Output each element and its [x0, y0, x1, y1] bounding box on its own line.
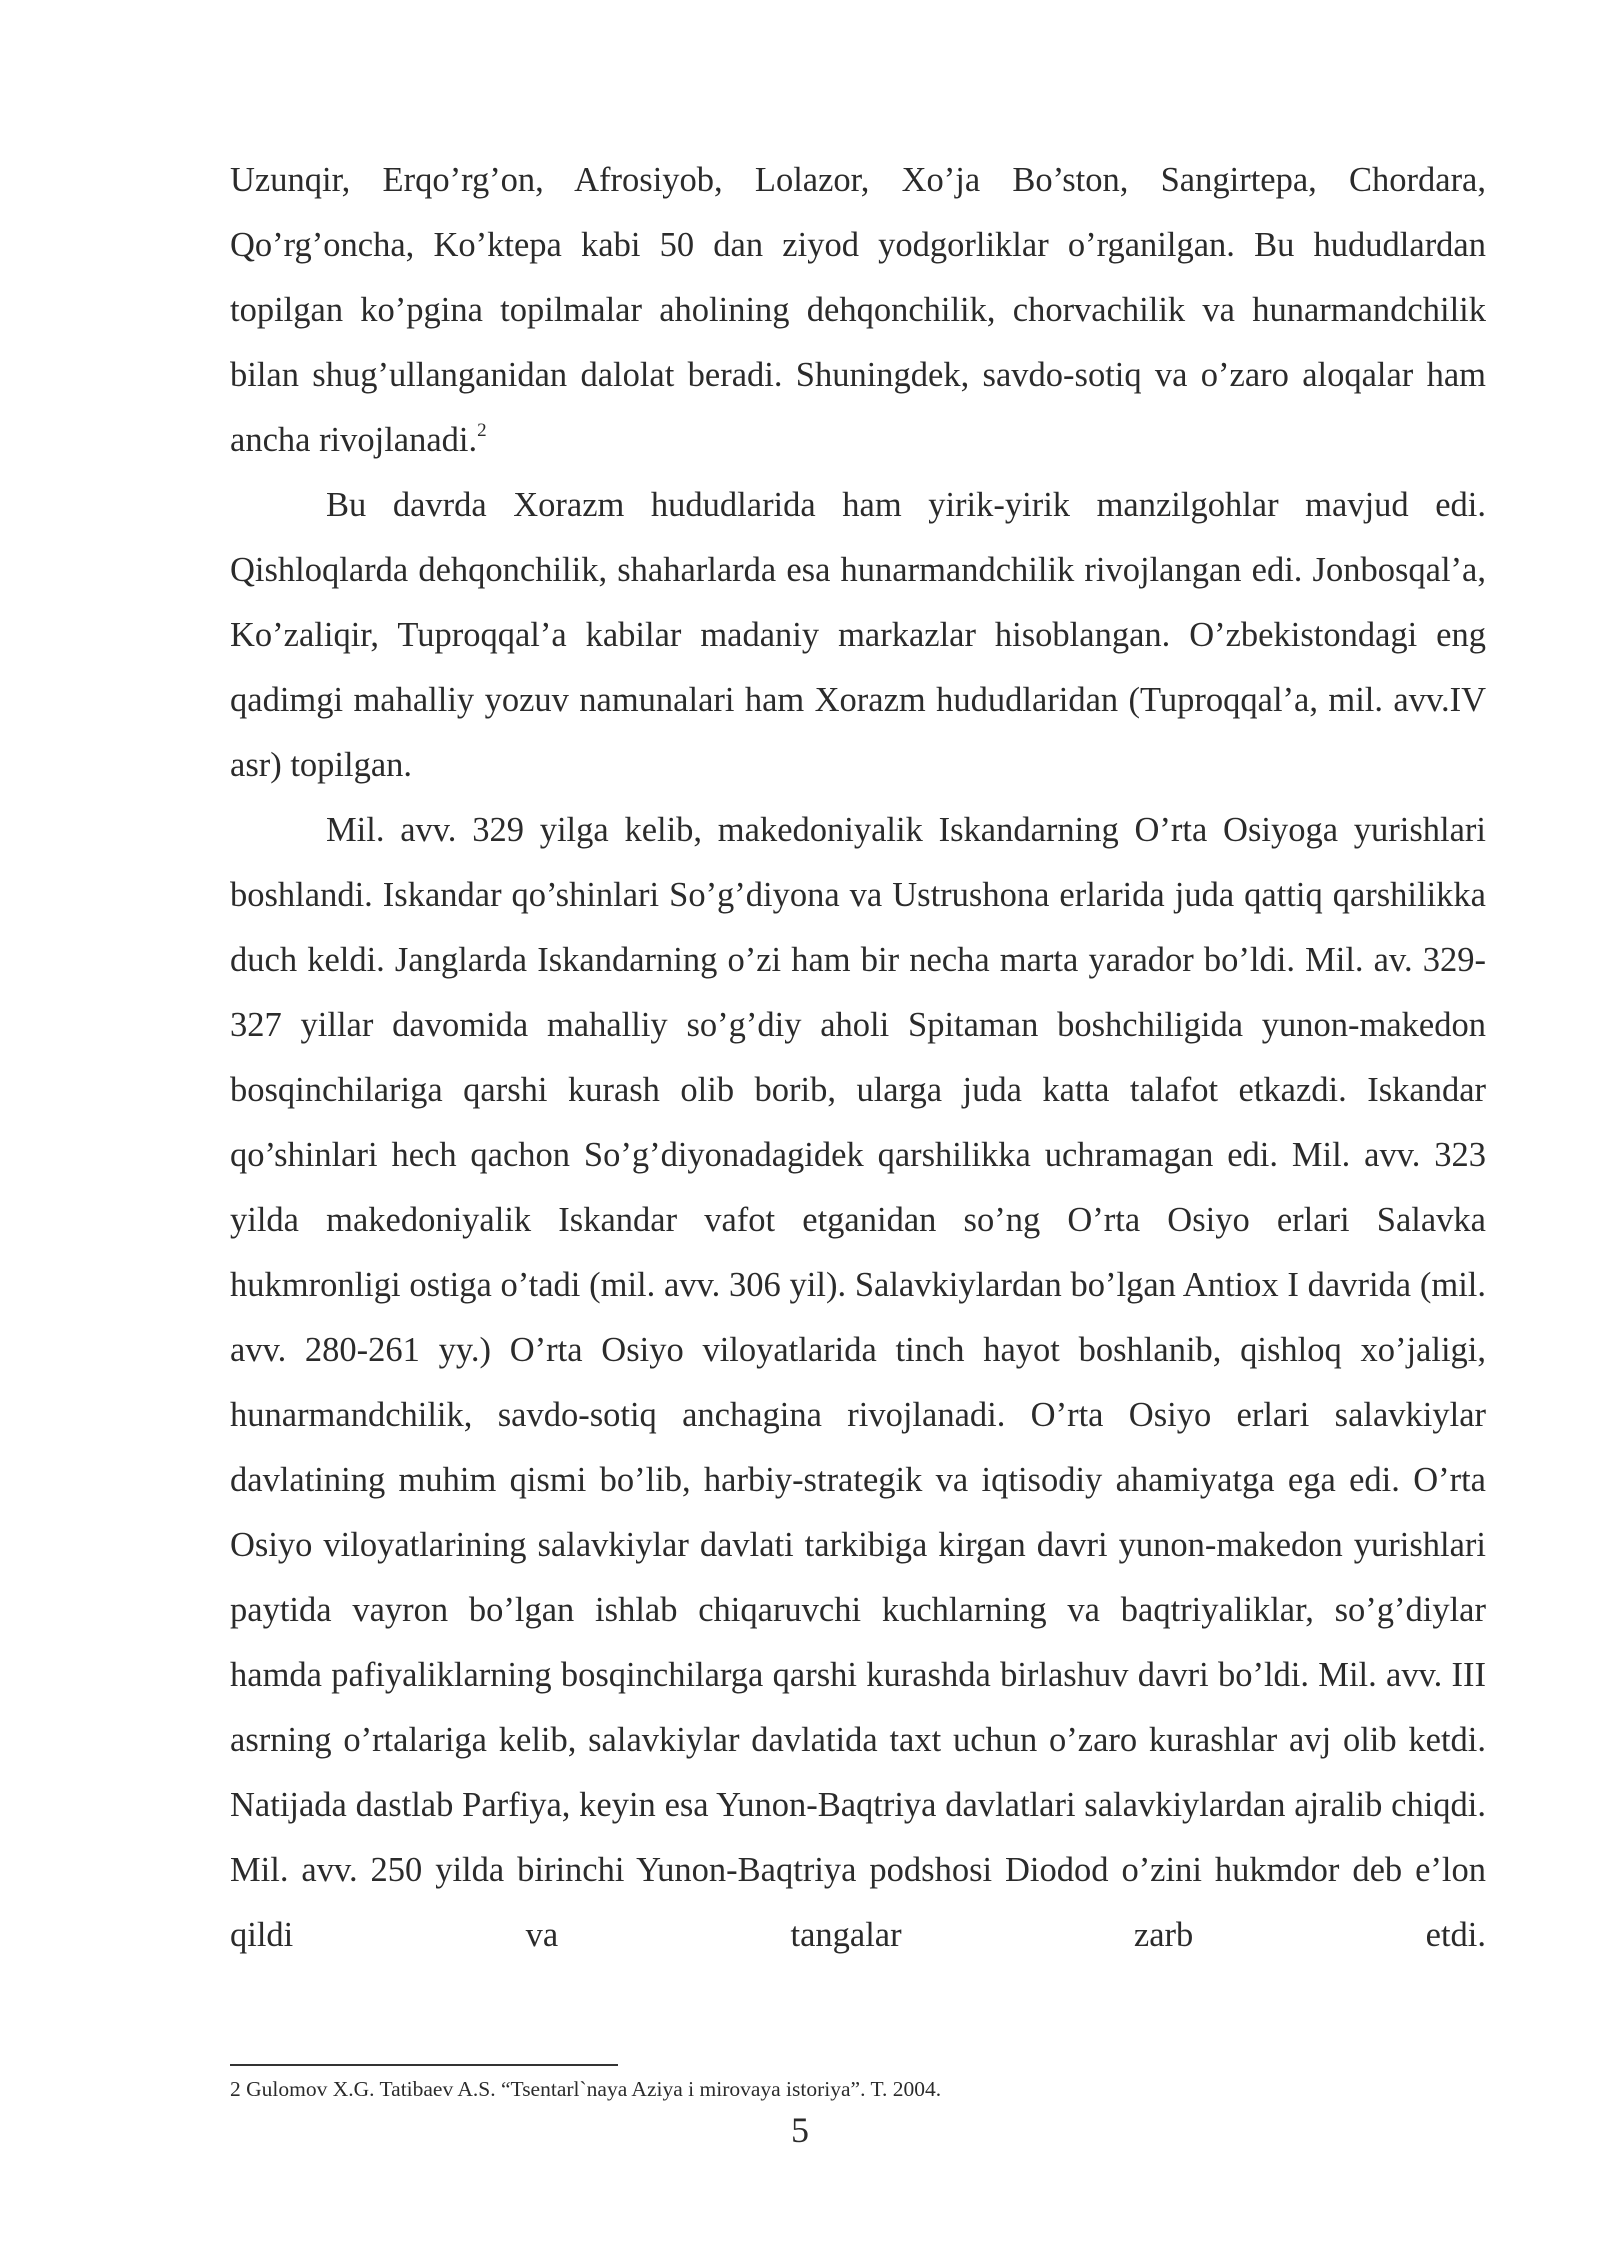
footnote-reference[interactable]: 2 — [477, 419, 487, 441]
paragraph-3-text: Mil. avv. 329 yilga kelib, makedoniyalik Iskandarning O’rta Osiyoga yurishlari boshlandi. Iskandar qo’shinlari So’g’diyona va Ustrushona erlarida juda qattiq qarshilikka duch keldi. Janglarda Iskandarning o’zi ham bir necha marta yarador bo’ldi. Mil. av. 329-327 yillar davomida mahalliy so’g’diy aholi Spitaman boshchiligida yunon-makedon bosqinchilariga qarshi kurash olib borib, ularga juda katta talafot etkazdi. Iskandar qo’shinlari hech qachon So’g’diyonadagidek qarshilikka uchramagan edi. Mil. avv. 323 yilda makedoniyalik Iskandar vafot etganidan so’ng O’rta Osiyo erlari Salavka hukmronligi ostiga o’tadi (mil. avv. 306 yil). Salavkiylardan bo’lgan Antiox I davrida (mil. avv. 280-261 yy.) O’rta Osiyo viloyatlarida tinch hayot boshlanib, qishloq xo’jaligi, hunarmandchilik, savdo-sotiq anchagina rivojlanadi. O’rta Osiyo erlari salavkiylar davlatining muhim qismi bo’lib, harbiy-strategik va iqtisodiy ahamiyatga ega edi. O’rta Osiyo viloyatlarining salavkiylar davlati tarkibiga kirgan davri yunon-makedon yurishlari paytida vayron bo’lgan ishlab chiqaruvchi kuchlarning va baqtriyaliklar, so’g’diylar hamda pafiyaliklarning bosqinchilarga qarshi kurashda birlashuv davri bo’ldi. Mil. avv. III asrning o’rtalariga kelib, salavkiylar davlatida taxt uchun o’zaro kurashlar avj olib ketdi. Natijada dastlab Parfiya, keyin esa Yunon-Baqtriya davlatlari salavkiylardan ajralib chiqdi. Mil. avv. 250 yilda birinchi Yunon-Baqtriya podshosi Diodod o’zini hukmdor deb e’lon qildi va tangalar zarb etdi. — [230, 811, 1486, 1954]
paragraph-3 — [230, 798, 1486, 1968]
body-text — [230, 148, 1486, 1968]
paragraph-2-text: Bu davrda Xorazm hududlarida ham yirik-yirik manzilgohlar mavjud edi. Qishloqlarda dehqonchilik, shaharlarda esa hunarmandchilik rivojlangan edi. Jonbosqal’a, Ko’zaliqir, Tuproqqal’a kabilar madaniy markazlar hisoblangan. O’zbekistondagi eng qadimgi mahalliy yozuv namunalari ham Xorazm hududlaridan (Tuproqqal’a, mil. avv.IV asr) topilgan. — [230, 486, 1486, 784]
paragraph-2 — [230, 473, 1486, 798]
footnote-divider — [230, 2064, 618, 2066]
paragraph-1-text: Uzunqir, Erqo’rg’on, Afrosiyob, Lolazor, Xo’ja Bo’ston, Sangirtepa, Chordara, Qo’rg’oncha, Ko’ktepa kabi 50 dan ziyod yodgorliklar o’rganilgan. Bu hududlardan topilgan ko’pgina topilmalar aholining dehqonchilik, chorvachilik va hunarmandchilik bilan shug’ullanganidan dalolat beradi. Shuningdek, savdo-sotiq va o’zaro aloqalar ham ancha rivojlanadi. — [230, 161, 1486, 459]
footnote: 2 Gulomov X.G. Tatibaev A.S. “Tsentarl`naya Aziya i mirovaya istoriya”. T. 2004. — [230, 2077, 942, 2101]
paragraph-1 — [230, 148, 1486, 473]
page-number: 5 — [791, 2110, 809, 2150]
